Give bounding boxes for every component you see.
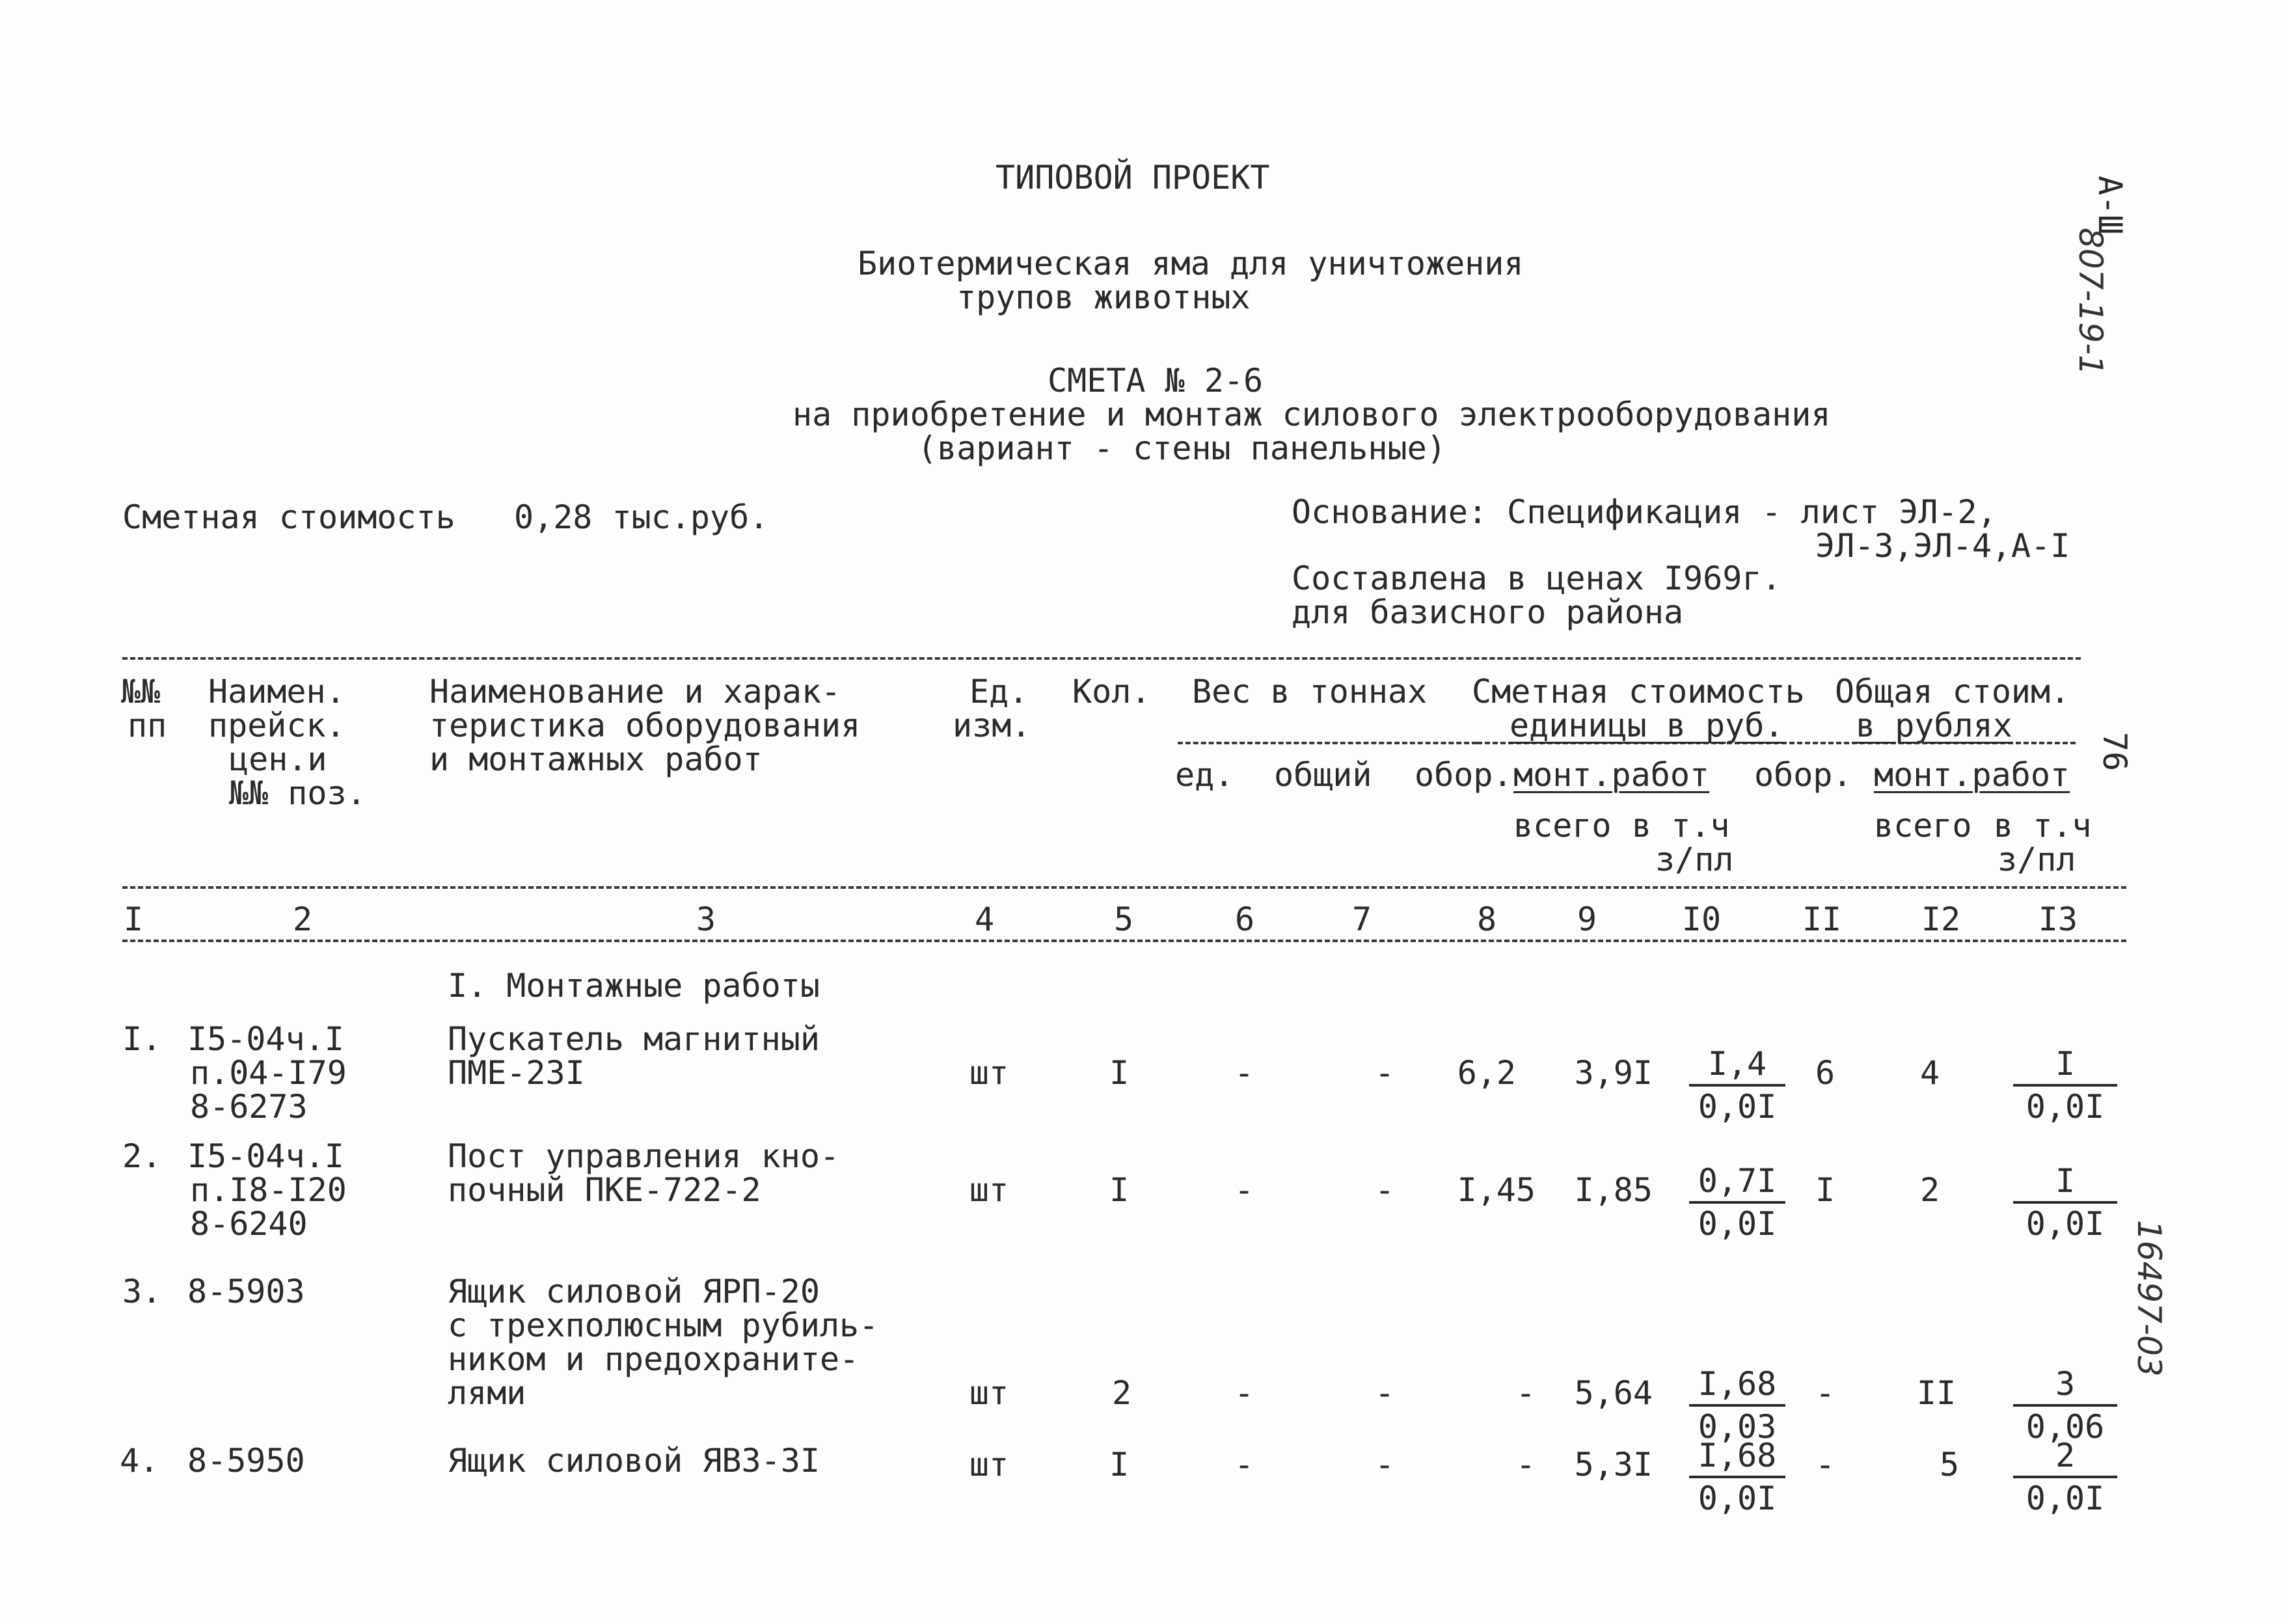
column-number: I2 <box>1921 900 1961 938</box>
row-unit-equipment: - <box>1515 1374 1536 1412</box>
column-numbers-rule <box>122 940 2126 942</box>
header-pricelist-a: Наимен. <box>208 673 345 710</box>
header-qty: Кол. <box>1072 673 1151 710</box>
row-total-wages <box>2013 1162 2117 1243</box>
row-name-1: Пускатель магнитный <box>448 1020 820 1058</box>
fraction-top: I,4 <box>1689 1048 1785 1087</box>
fraction-top: 3 <box>2013 1368 2117 1407</box>
row-qty: 2 <box>1111 1374 1132 1412</box>
row-weight-unit: - <box>1234 1374 1254 1412</box>
header-unit-equipment: обор. <box>1415 756 1513 794</box>
row-name-1: Ящик силовой ЯВЗ-3I <box>448 1442 820 1480</box>
fraction-bottom: 0,0I <box>2025 1205 2105 1243</box>
subtitle-line-2: трупов животных <box>956 278 1251 316</box>
header-total-equipment: обор. <box>1754 756 1852 794</box>
header-pricelist-d: №№ поз. <box>229 774 366 812</box>
fraction-top: I <box>2013 1048 2117 1087</box>
column-number: I3 <box>2038 900 2078 938</box>
row-unit-equipment: - <box>1515 1446 1536 1483</box>
row-weight-unit: - <box>1234 1054 1254 1092</box>
row-unit-wages <box>1689 1045 1785 1126</box>
row-unit-wages <box>1689 1439 1785 1515</box>
row-code-1: I5-04ч.I <box>187 1020 344 1058</box>
document-title: ТИПОВОЙ ПРОЕКТ <box>996 159 1270 196</box>
row-code-1: I5-04ч.I <box>187 1137 344 1175</box>
row-code-2: п.04-I79 <box>190 1054 347 1092</box>
row-number: 4. <box>120 1442 159 1480</box>
column-number: 8 <box>1476 900 1497 938</box>
header-unitcost-b: единицы в руб. <box>1510 707 1784 744</box>
row-number: I. <box>122 1020 162 1058</box>
row-code-1: 8-5903 <box>187 1273 305 1310</box>
fraction-bottom: 0,0I <box>1698 1088 1777 1126</box>
row-weight-total: - <box>1374 1171 1395 1209</box>
row-total-equipment: - <box>1815 1446 1835 1483</box>
header-bottom-rule <box>122 886 2126 889</box>
column-number: 2 <box>292 900 313 938</box>
header-name-a: Наименование и харак- <box>429 673 841 710</box>
row-name-2: почный ПКЕ-722-2 <box>448 1171 761 1209</box>
header-totalcost-b: в рублях <box>1856 707 2012 744</box>
row-qty: I <box>1109 1446 1130 1483</box>
header-num-a: №№ <box>121 673 161 710</box>
row-weight-unit: - <box>1234 1171 1254 1209</box>
column-number: I <box>123 900 144 938</box>
header-total-wages: з/пл <box>1998 841 2076 878</box>
header-weight-unit: ед. <box>1175 756 1234 794</box>
row-name-3: ником и предохраните- <box>448 1340 860 1378</box>
fraction-bottom: 0,0I <box>2025 1088 2105 1126</box>
weight-subheader-rule <box>1178 742 1477 744</box>
section-title: I. Монтажные работы <box>448 967 820 1005</box>
row-name-2: ПМЕ-23I <box>448 1054 585 1092</box>
basis-line-2: ЭЛ-3,ЭЛ-4,А-I <box>1815 527 2070 565</box>
margin-code: А-Ш <box>2091 176 2129 235</box>
row-unit-equipment: 6,2 <box>1457 1054 1516 1092</box>
column-number: 9 <box>1577 900 1597 938</box>
header-unitcost-a: Сметная стоимость <box>1472 673 1805 710</box>
row-code-3: 8-6240 <box>190 1205 308 1243</box>
row-total-installation: 5 <box>1939 1446 1960 1483</box>
column-number: 7 <box>1351 900 1372 938</box>
column-number: 3 <box>696 900 716 938</box>
header-total-all: всего <box>1874 807 1972 845</box>
header-unit-installation: монт.работ <box>1513 756 1710 794</box>
row-unit: шт <box>969 1171 1009 1209</box>
row-weight-unit: - <box>1234 1446 1254 1483</box>
fraction-top: I <box>2013 1165 2117 1204</box>
fraction-top: I,68 <box>1689 1439 1785 1478</box>
header-pricelist-c: цен.и <box>229 740 327 778</box>
row-name-1: Пост управления кно- <box>448 1137 840 1175</box>
header-total-installation: монт.работ <box>1874 756 2070 794</box>
fraction-top: 0,7I <box>1689 1165 1785 1204</box>
archive-number-handwritten: 16497-03 <box>2130 1220 2168 1377</box>
table-top-rule <box>122 657 2081 660</box>
row-unit-installation: 5,3I <box>1574 1446 1653 1483</box>
row-total-equipment: 6 <box>1815 1054 1835 1092</box>
row-total-installation: 4 <box>1919 1054 1940 1092</box>
column-number: 4 <box>974 900 995 938</box>
header-total-incl: в т.ч <box>1994 807 2092 845</box>
row-qty: I <box>1109 1054 1130 1092</box>
row-name-4: лями <box>448 1374 526 1412</box>
row-total-equipment: I <box>1815 1171 1835 1209</box>
row-total-installation: II <box>1916 1374 1957 1412</box>
row-unit-wages <box>1689 1365 1785 1446</box>
prices-line-2: для базисного района <box>1292 593 1684 631</box>
row-unit: шт <box>969 1446 1009 1483</box>
header-unit-b: изм. <box>953 707 1031 744</box>
fraction-bottom: 0,06 <box>2025 1408 2105 1446</box>
row-code-1: 8-5950 <box>187 1442 305 1480</box>
row-unit-installation: 5,64 <box>1574 1374 1653 1412</box>
smeta-description-2: (вариант - стены панельные) <box>917 429 1446 467</box>
header-weight: Вес в тоннах <box>1192 673 1428 710</box>
row-qty: I <box>1109 1171 1130 1209</box>
fraction-bottom: 0,0I <box>1698 1205 1777 1243</box>
header-unit-all: всего <box>1513 807 1612 845</box>
fraction-top: I,68 <box>1689 1368 1785 1407</box>
row-unit: шт <box>969 1374 1009 1412</box>
column-number: II <box>1802 900 1842 938</box>
smeta-description-1: на приобретение и монтаж силового электрооборудования <box>792 396 1831 433</box>
row-total-installation: 2 <box>1919 1171 1940 1209</box>
header-name-c: и монтажных работ <box>429 740 763 778</box>
project-number-handwritten: 807-19-1 <box>2072 228 2109 375</box>
column-number: 6 <box>1234 900 1255 938</box>
row-total-wages <box>2013 1439 2117 1515</box>
fraction-bottom: 0,03 <box>1698 1408 1777 1446</box>
cost-label: Сметная стоимость <box>122 498 455 536</box>
row-total-equipment: - <box>1815 1374 1835 1412</box>
header-unit-a: Ед. <box>969 673 1029 710</box>
row-code-3: 8-6273 <box>190 1088 308 1126</box>
row-weight-total: - <box>1374 1374 1395 1412</box>
header-unit-wages: з/пл <box>1655 841 1734 878</box>
row-unit-installation: I,85 <box>1574 1171 1653 1209</box>
row-unit-wages <box>1689 1162 1785 1243</box>
row-weight-total: - <box>1374 1054 1395 1092</box>
header-pricelist-b: прейск. <box>208 707 345 744</box>
smeta-title: СМЕТА № 2-6 <box>1048 362 1264 399</box>
column-number: I0 <box>1681 900 1722 938</box>
row-weight-total: - <box>1374 1446 1395 1483</box>
row-total-wages <box>2013 1365 2117 1446</box>
row-code-2: п.I8-I20 <box>190 1171 347 1209</box>
row-unit-equipment: I,45 <box>1457 1171 1536 1209</box>
column-number: 5 <box>1113 900 1134 938</box>
header-totalcost-a: Общая стоим. <box>1835 673 2070 710</box>
cost-value: 0,28 тыс.руб. <box>514 498 769 536</box>
row-number: 3. <box>122 1273 162 1310</box>
header-unit-incl: в т.ч <box>1632 807 1730 845</box>
prices-line-1: Составлена в ценах I969г. <box>1292 560 1781 597</box>
fraction-top: 2 <box>2013 1439 2117 1478</box>
header-num-b: пп <box>128 707 167 744</box>
header-weight-total: общий <box>1274 756 1372 794</box>
page-number: 76 <box>2096 732 2133 772</box>
row-name-2: с трехполюсным рубиль- <box>448 1306 879 1344</box>
fraction-bottom: 0,0I <box>2025 1480 2105 1517</box>
row-total-wages <box>2013 1045 2117 1126</box>
row-number: 2. <box>122 1137 162 1175</box>
fraction-bottom: 0,0I <box>1698 1480 1777 1517</box>
row-unit-installation: 3,9I <box>1574 1054 1653 1092</box>
subtitle-line-1: Биотермическая яма для уничтожения <box>858 245 1524 282</box>
row-name-1: Ящик силовой ЯРП-20 <box>448 1273 820 1310</box>
header-name-b: теристика оборудования <box>429 707 861 744</box>
row-unit: шт <box>969 1054 1009 1092</box>
basis-line-1: Основание: Спецификация - лист ЭЛ-2, <box>1292 493 1997 531</box>
